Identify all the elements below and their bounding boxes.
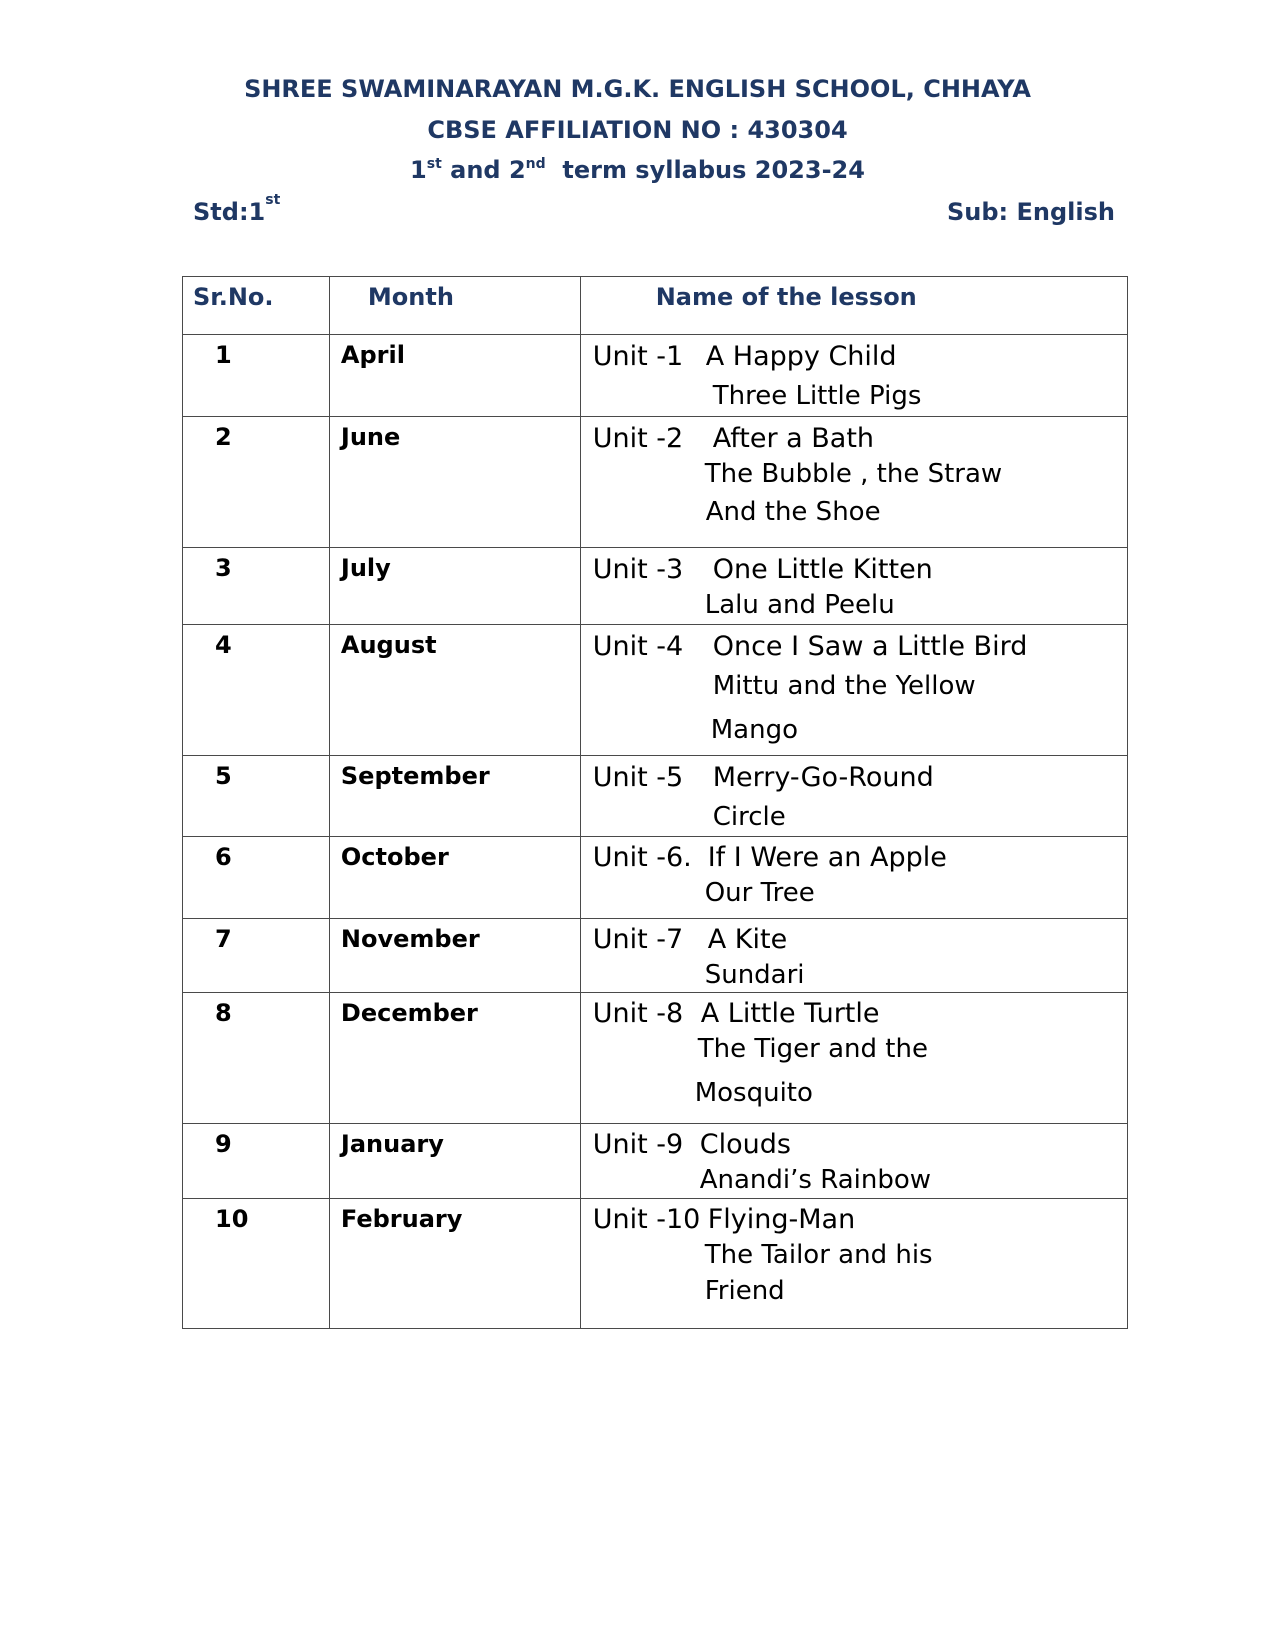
table-header-row (183, 277, 1128, 335)
lesson-name: And the Shoe (705, 497, 881, 527)
lesson-name: Mosquito (694, 1078, 813, 1108)
serial-number: 9 (183, 1124, 330, 1199)
unit-label: Unit -8 (592, 998, 684, 1029)
unit-label: Unit -7 (592, 924, 684, 955)
unit-label: Unit -9 (592, 1129, 684, 1160)
table-row (183, 335, 1128, 417)
standard-text: Std:1 (193, 198, 266, 226)
lesson-cell (580, 625, 1127, 756)
month-cell: October (329, 837, 580, 919)
serial-number: 8 (183, 993, 330, 1124)
lesson-cell (580, 417, 1127, 548)
lesson-cell (580, 919, 1127, 993)
serial-number: 6 (183, 837, 330, 919)
unit-label: Unit -3 (592, 554, 684, 585)
serial-number: 7 (183, 919, 330, 993)
month-cell: February (329, 1199, 580, 1329)
unit-label: Unit -4 (592, 631, 684, 662)
syllabus-table (182, 276, 1128, 1329)
term-first-suffix: st (426, 156, 442, 172)
lesson-name: The Tailor and his (704, 1240, 933, 1270)
lesson-cell (580, 756, 1127, 837)
lesson-name: Three Little Pigs (712, 381, 922, 411)
term-rest: term syllabus 2023-24 (545, 156, 865, 184)
school-name: SHREE SWAMINARAYAN M.G.K. ENGLISH SCHOOL, CHHAYA (244, 75, 1031, 103)
affiliation-number: CBSE AFFILIATION NO : 430304 (427, 116, 848, 144)
term-first: 1 (410, 156, 427, 184)
term-second-suffix: nd (525, 156, 546, 172)
column-header-srno (183, 277, 330, 335)
table-row (183, 417, 1128, 548)
lesson-name: Friend (704, 1276, 785, 1306)
month-cell: November (329, 919, 580, 993)
lesson-cell (580, 837, 1127, 919)
column-header-lesson (580, 277, 1127, 335)
table-row (183, 625, 1128, 756)
column-header-lesson-text: Name of the lesson (655, 283, 917, 311)
lesson-name: A Kite (707, 924, 788, 955)
month-cell: April (329, 335, 580, 417)
serial-number: 1 (183, 335, 330, 417)
term-and: and 2 (441, 156, 526, 184)
month-cell: January (329, 1124, 580, 1199)
column-header-month-text: Month (367, 283, 454, 311)
lesson-name: Lalu and Peelu (704, 590, 895, 620)
month-cell: July (329, 548, 580, 625)
month-cell: August (329, 625, 580, 756)
lesson-name: After a Bath (712, 423, 875, 454)
lesson-name: Mittu and the Yellow (712, 671, 976, 701)
lesson-name: Clouds (699, 1129, 791, 1160)
table-row (183, 1199, 1128, 1329)
lesson-cell (580, 548, 1127, 625)
column-header-month (329, 277, 580, 335)
lesson-name: If I Were an Apple (707, 842, 947, 873)
lesson-name: Circle (712, 802, 786, 832)
unit-label: Unit -1 (592, 341, 684, 372)
unit-label: Unit -10 (592, 1204, 701, 1235)
lesson-name: The Bubble , the Straw (704, 459, 1003, 489)
month-cell: December (329, 993, 580, 1124)
table-row (183, 993, 1128, 1124)
lesson-name: A Little Turtle (700, 998, 880, 1029)
lesson-name: The Tiger and the (697, 1034, 928, 1064)
serial-number: 3 (183, 548, 330, 625)
serial-number: 10 (183, 1199, 330, 1329)
unit-label: Unit -5 (592, 762, 684, 793)
lesson-name: Once I Saw a Little Bird (712, 631, 1028, 662)
table-row (183, 1124, 1128, 1199)
serial-number: 5 (183, 756, 330, 837)
lesson-name: Merry-Go-Round (712, 762, 934, 793)
subject-label: Sub: English (947, 198, 1115, 226)
lesson-cell (580, 1199, 1127, 1329)
lesson-name: Our Tree (704, 878, 815, 908)
month-cell: June (329, 417, 580, 548)
serial-number: 2 (183, 417, 330, 548)
table-row (183, 837, 1128, 919)
term-title (0, 155, 1275, 185)
standard-label (193, 192, 281, 226)
lesson-cell (580, 1124, 1127, 1199)
unit-label: Unit -6. (592, 842, 692, 873)
table-row (183, 548, 1128, 625)
month-cell: September (329, 756, 580, 837)
lesson-name: Anandi’s Rainbow (699, 1165, 932, 1195)
table-row (183, 756, 1128, 837)
lesson-name: Sundari (704, 960, 805, 990)
serial-number: 4 (183, 625, 330, 756)
lesson-cell (580, 993, 1127, 1124)
lesson-name: Flying-Man (707, 1204, 856, 1235)
table-row (183, 919, 1128, 993)
standard-suffix: st (265, 192, 281, 208)
column-header-srno-text: Sr.No. (193, 283, 274, 311)
unit-label: Unit -2 (592, 423, 684, 454)
lesson-cell (580, 335, 1127, 417)
lesson-name: A Happy Child (705, 341, 897, 372)
lesson-name: One Little Kitten (712, 554, 933, 585)
lesson-name: Mango (710, 715, 798, 745)
